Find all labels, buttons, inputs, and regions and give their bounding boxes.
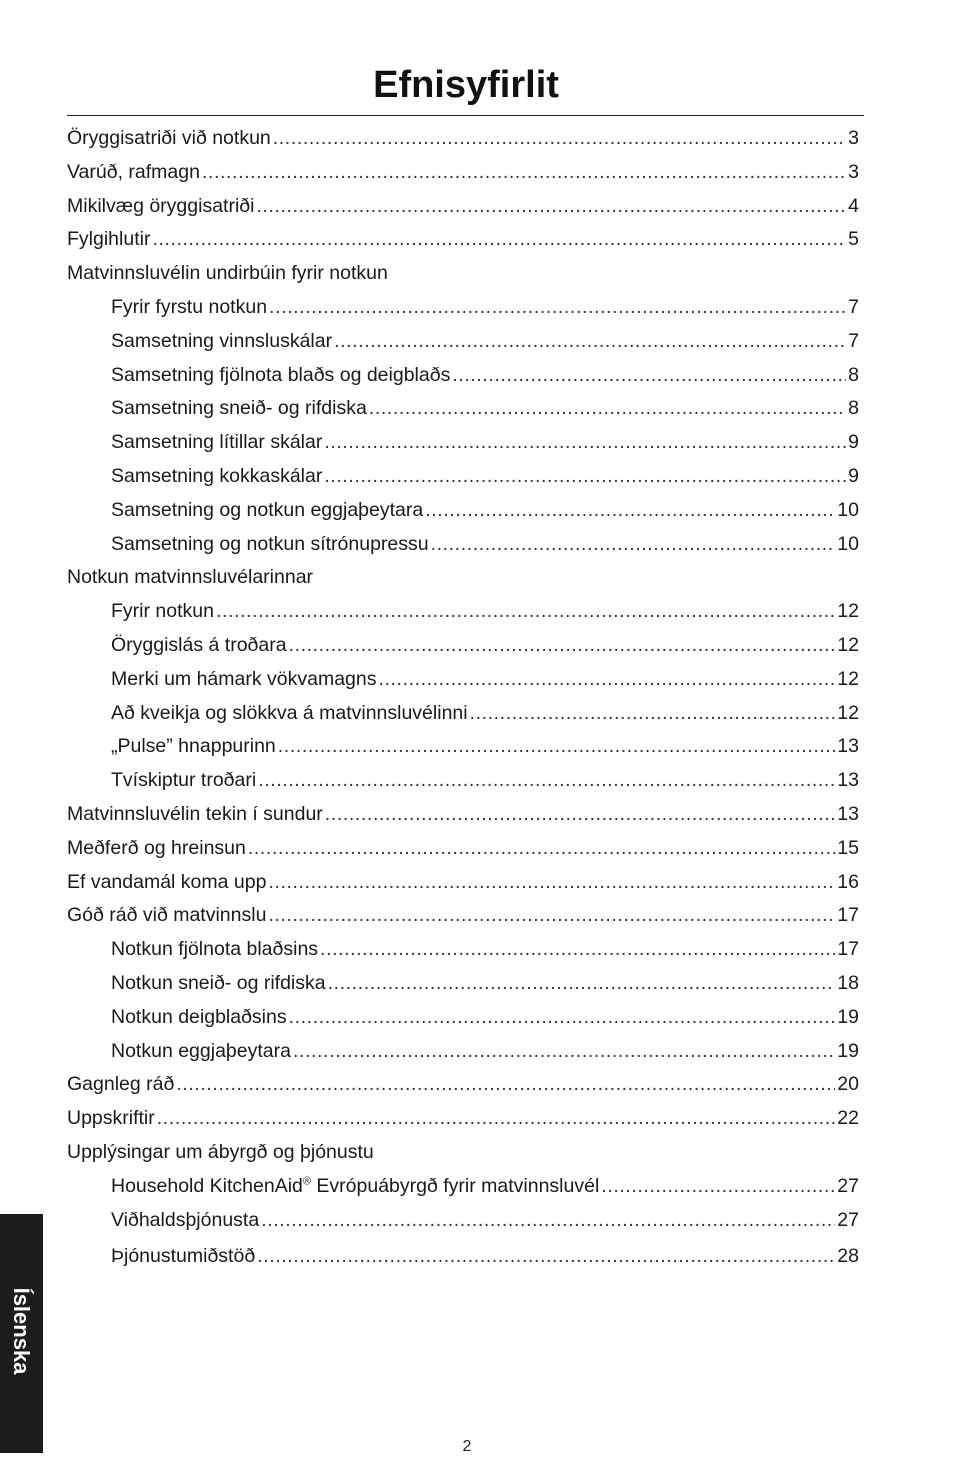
toc-entry-title — [111, 1240, 255, 1274]
toc-page-number: 15 — [837, 836, 859, 859]
toc-entry-title-text: „Pulse” hnappurinn — [111, 735, 276, 758]
toc-entry-title — [111, 967, 326, 1001]
toc-entry — [67, 122, 859, 156]
toc-dot-leader — [176, 1068, 835, 1102]
toc-subentry — [67, 359, 859, 393]
toc-page-number: 9 — [848, 431, 859, 454]
toc-dot-leader — [369, 392, 846, 426]
toc-entry-title — [111, 392, 367, 426]
toc-dot-leader — [256, 190, 846, 224]
toc-page-number: 3 — [848, 127, 859, 149]
toc-dot-leader — [289, 629, 836, 663]
toc-entry-title-text: Upplýsingar um ábyrgð og þjónustu — [67, 1140, 374, 1163]
registered-trademark-mark: ® — [302, 1175, 311, 1188]
toc-entry-title-text: Samsetning og notkun eggjaþeytara — [111, 498, 424, 521]
toc-entry-title-text: Notkun sneið- og rifdiska — [111, 971, 326, 994]
toc-entry-title — [67, 223, 150, 257]
toc-page-number: 16 — [837, 870, 859, 893]
toc-subentry — [67, 460, 859, 494]
toc-entry-title-text: Fyrir notkun — [111, 600, 214, 623]
toc-subentry — [67, 1204, 859, 1238]
toc-entry-title — [67, 1102, 155, 1136]
toc-subentry — [67, 1170, 859, 1204]
toc-entry-title-text: Samsetning lítillar skálar — [111, 431, 323, 454]
toc-subentry — [67, 392, 859, 426]
toc-dot-leader — [202, 156, 846, 190]
toc-entry-title — [111, 697, 468, 731]
toc-entry-title — [111, 595, 214, 629]
toc-subentry — [67, 528, 859, 562]
toc-page-number: 13 — [837, 735, 859, 758]
toc-entry — [67, 561, 859, 595]
toc-dot-leader — [152, 223, 846, 257]
toc-dot-leader — [328, 967, 836, 1001]
toc-dot-leader — [431, 528, 836, 562]
toc-entry-title — [111, 426, 322, 460]
toc-entry-title-text: Meðferð og hreinsun — [67, 836, 246, 859]
toc-entry-title-text: Fyrir fyrstu notkun — [111, 295, 268, 318]
toc-page-number: 18 — [837, 971, 859, 994]
toc-page-number: 7 — [848, 329, 859, 352]
toc-entry — [67, 257, 859, 291]
toc-dot-leader — [324, 426, 846, 460]
toc-entry-title-text: Að kveikja og slökkva á matvinnsluvélinni — [111, 701, 468, 724]
toc-entry-title-text: Notkun fjölnota blaðsins — [111, 938, 319, 961]
toc-dot-leader — [325, 798, 836, 832]
toc-entry — [67, 190, 859, 224]
toc-entry-title-text: Tvískiptur troðari — [111, 769, 257, 792]
toc-page-number: 27 — [837, 1174, 859, 1197]
toc-dot-leader — [601, 1170, 835, 1204]
toc-entry-title — [111, 629, 287, 663]
toc-subentry — [67, 1035, 859, 1069]
toc-subentry — [67, 730, 859, 764]
toc-entry-title-text: Matvinnsluvélin tekin í sundur — [67, 802, 323, 825]
toc-page-number: 12 — [837, 600, 859, 623]
toc-entry-title — [67, 122, 271, 156]
toc-dot-leader — [278, 730, 836, 764]
page-number: 2 — [462, 1438, 472, 1455]
toc-dot-leader — [273, 122, 846, 156]
toc-dot-leader — [269, 291, 846, 325]
toc-entry-title — [111, 359, 450, 393]
toc-subentry — [67, 1240, 859, 1274]
toc-subentry — [67, 291, 859, 325]
toc-entry-title-text: Öryggislás á troðara — [111, 633, 287, 656]
toc-entry-title-text: Matvinnsluvélin undirbúin fyrir notkun — [67, 262, 388, 285]
toc-dot-leader — [257, 1240, 835, 1274]
toc-page-number: 27 — [837, 1208, 859, 1231]
toc-page-number: 19 — [837, 1039, 859, 1062]
toc-entry-title — [111, 1170, 599, 1204]
toc-dot-leader — [293, 1035, 835, 1069]
toc-entry-title-text: Gagnleg ráð — [67, 1073, 175, 1096]
toc-entry-title — [111, 730, 276, 764]
toc-entry-title — [111, 325, 332, 359]
toc-subentry — [67, 426, 859, 460]
toc-page-number: 12 — [837, 667, 859, 690]
toc-page-number: 17 — [837, 938, 859, 961]
toc-dot-leader — [248, 832, 835, 866]
toc-page-number: 22 — [837, 1107, 859, 1130]
toc-page-number: 8 — [848, 397, 859, 420]
language-tab-label: Íslenska — [9, 1287, 34, 1375]
toc-entry-title — [67, 1136, 374, 1170]
toc-page-number: 13 — [837, 802, 859, 825]
toc-entry — [67, 1068, 859, 1102]
toc-entry-title — [67, 190, 254, 224]
toc-page-number: 3 — [848, 160, 859, 183]
toc-entry — [67, 798, 859, 832]
toc-page-number: 13 — [837, 769, 859, 792]
toc-page-number: 10 — [837, 532, 859, 555]
toc-entry-title-text: Samsetning fjölnota blaðs og deigblaðs — [111, 363, 451, 386]
toc-page-number: 5 — [848, 228, 859, 251]
toc-subentry — [67, 595, 859, 629]
toc-page-number: 12 — [837, 701, 859, 724]
toc-dot-leader — [268, 899, 835, 933]
toc-entry — [67, 156, 859, 190]
toc-page-number: 9 — [848, 464, 859, 487]
toc-subentry — [67, 933, 859, 967]
toc-entry-title-text: Notkun deigblaðsins — [111, 1005, 287, 1028]
toc-dot-leader — [470, 697, 836, 731]
toc-subentry — [67, 1001, 859, 1035]
toc-entry-title — [111, 764, 256, 798]
toc-entry-title-text: Merki um hámark vökvamagns — [111, 667, 377, 690]
toc-subentry — [67, 697, 859, 731]
toc-entry-title-text: Samsetning kokkaskálar — [111, 464, 323, 487]
toc-entry — [67, 899, 859, 933]
toc-page-number: 10 — [837, 498, 859, 521]
toc-entry-title — [111, 494, 423, 528]
toc-page-number: 17 — [837, 904, 859, 927]
toc-page-number: 20 — [837, 1073, 859, 1096]
toc-entry-title-text: Household KitchenAid — [111, 1174, 303, 1197]
table-of-contents — [67, 122, 859, 1274]
toc-entry-title-text: Mikilvæg öryggisatriði — [67, 194, 255, 217]
toc-entry-title-text: Samsetning vinnsluskálar — [111, 329, 333, 352]
toc-subentry — [67, 967, 859, 1001]
toc-page-number: 4 — [848, 194, 859, 217]
toc-entry — [67, 1136, 859, 1170]
toc-entry-title-text: Þjónustumiðstöð — [111, 1245, 256, 1268]
toc-dot-leader — [379, 663, 836, 697]
toc-entry-title-text: Góð ráð við matvinnslu — [67, 904, 267, 927]
toc-entry-title-text: Viðhaldsþjónusta — [111, 1208, 260, 1231]
toc-entry-title-text: Samsetning sneið- og rifdiska — [111, 397, 367, 420]
toc-entry-title — [111, 933, 318, 967]
toc-page-number: 28 — [837, 1245, 859, 1268]
toc-entry-title — [67, 866, 266, 900]
toc-entry-title-text: Evrópuábyrgð fyrir matvinnsluvél — [311, 1174, 600, 1197]
toc-page-number: 19 — [837, 1005, 859, 1028]
toc-subentry — [67, 629, 859, 663]
toc-dot-leader — [216, 595, 835, 629]
toc-entry-title-text: Samsetning og notkun sítrónupressu — [111, 532, 429, 555]
toc-entry-title — [67, 798, 323, 832]
toc-subentry — [67, 325, 859, 359]
toc-entry-title — [111, 1035, 291, 1069]
toc-entry-title-text: Notkun matvinnsluvélarinnar — [67, 566, 314, 589]
toc-dot-leader — [452, 359, 846, 393]
toc-entry-title — [111, 663, 377, 697]
toc-entry-title — [67, 257, 388, 291]
toc-dot-leader — [320, 933, 835, 967]
toc-entry-title-text: Fylgihlutir — [67, 228, 151, 251]
toc-entry-title — [67, 1068, 174, 1102]
toc-entry — [67, 1102, 859, 1136]
toc-subentry — [67, 764, 859, 798]
toc-entry-title — [111, 528, 429, 562]
toc-entry — [67, 832, 859, 866]
toc-entry-title-text: Varúð, rafmagn — [67, 160, 200, 183]
toc-page-number: 8 — [848, 363, 859, 386]
toc-dot-leader — [258, 764, 835, 798]
toc-entry-title-text: Uppskriftir — [67, 1107, 155, 1130]
toc-entry-title — [111, 291, 267, 325]
toc-page-number: 7 — [848, 295, 859, 318]
toc-dot-leader — [261, 1204, 835, 1238]
toc-dot-leader — [334, 325, 846, 359]
toc-entry-title — [67, 832, 246, 866]
toc-dot-leader — [268, 866, 835, 900]
toc-entry-title — [67, 561, 313, 595]
toc-page-number: 12 — [837, 633, 859, 656]
toc-dot-leader — [157, 1102, 836, 1136]
toc-entry-title-text: Öryggisatriði við notkun — [67, 127, 271, 149]
toc-entry — [67, 223, 859, 257]
toc-entry-title — [67, 156, 200, 190]
toc-dot-leader — [324, 460, 846, 494]
toc-subentry — [67, 494, 859, 528]
toc-entry-title-text: Ef vandamál koma upp — [67, 870, 267, 893]
title-divider — [67, 115, 864, 116]
toc-entry-title — [111, 1204, 259, 1238]
toc-entry-title — [111, 460, 322, 494]
page-title: Efnisyfirlit — [373, 64, 559, 106]
toc-entry — [67, 866, 859, 900]
toc-entry-title-text: Notkun eggjaþeytara — [111, 1039, 291, 1062]
toc-dot-leader — [425, 494, 835, 528]
toc-subentry — [67, 663, 859, 697]
toc-dot-leader — [289, 1001, 836, 1035]
toc-entry-title — [111, 1001, 287, 1035]
toc-entry-title — [67, 899, 266, 933]
